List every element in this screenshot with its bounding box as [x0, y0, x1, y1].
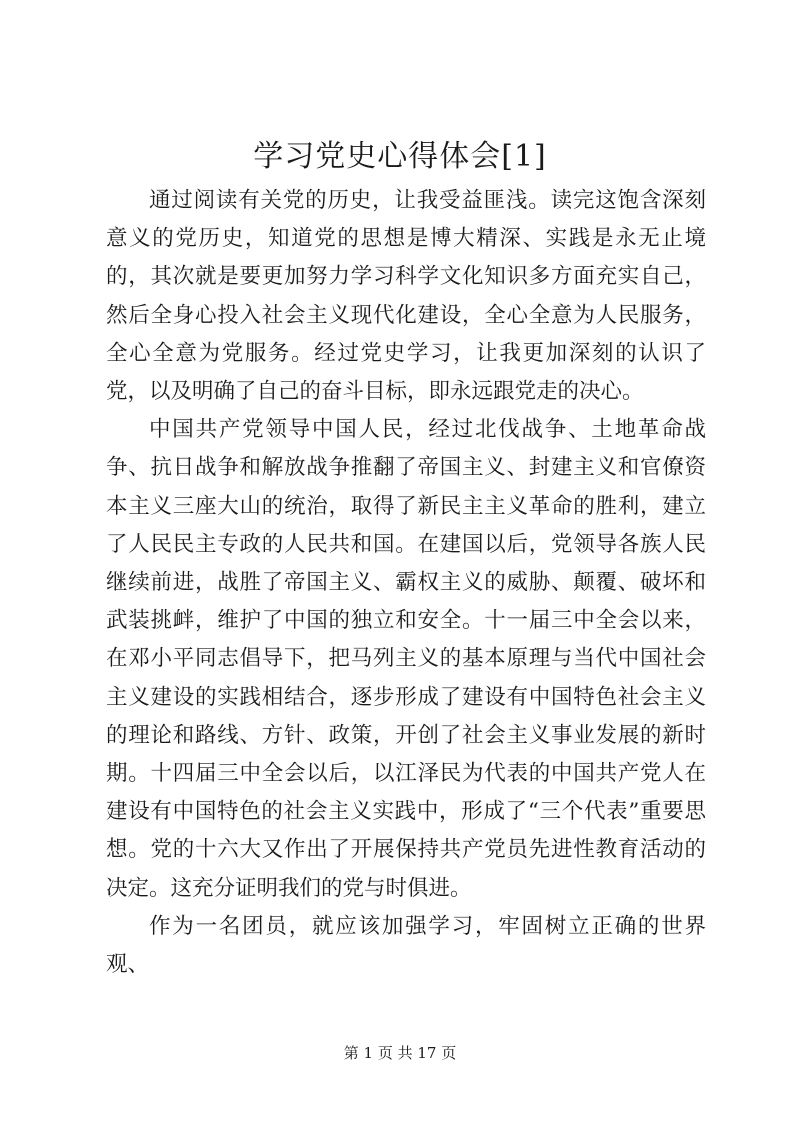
document-title: 学习党史心得体会[1]: [253, 139, 547, 174]
page-number-footer: 第 1 页 共 17 页: [343, 1044, 457, 1062]
paragraph-3: 作为一名团员，就应该加强学习，牢固树立正确的世界观、: [106, 913, 706, 978]
document-body: [106, 182, 706, 984]
paragraph-2: 中国共产党领导中国人民，经过北伐战争、土地革命战争、抗日战争和解放战争推翻了帝国主义、封建主义和官僚资本主义三座大山的统治，取得了新民主主义革命的胜利，建立了人民民主专政的人民共和国。在建国以后，党领导各族人民继续前进，战胜了帝国主义、霸权主义的威胁、颠覆、破坏和武装挑衅，维护了中国的独立和安全。十一届三中全会以来，在邓小平同志倡导下，把马列主义的基本原理与当代中国社会主义建设的实践相结合，逐步形成了建设有中国特色社会主义的理论和路线、方针、政策，开创了社会主义事业发展的新时期。十四届三中全会以后，以江泽民为代表的中国共产党人在建设有中国特色的社会主义实践中，形成了“三个代表”重要思想。党的十六大又作出了开展保持共产党员先进性教育活动的决定。这充分证明我们的党与时俱进。: [106, 417, 706, 901]
paragraph-1: 通过阅读有关党的历史，让我受益匪浅。读完这饱含深刻意义的党历史，知道党的思想是博大精深、实践是永无止境的，其次就是要更加努力学习科学文化知识多方面充实自己，然后全身心投入社会主义现代化建设，全心全意为人民服务，全心全意为党服务。经过党史学习，让我更加深刻的认识了党，以及明确了自己的奋斗目标，即永远跟党走的决心。: [106, 188, 706, 405]
